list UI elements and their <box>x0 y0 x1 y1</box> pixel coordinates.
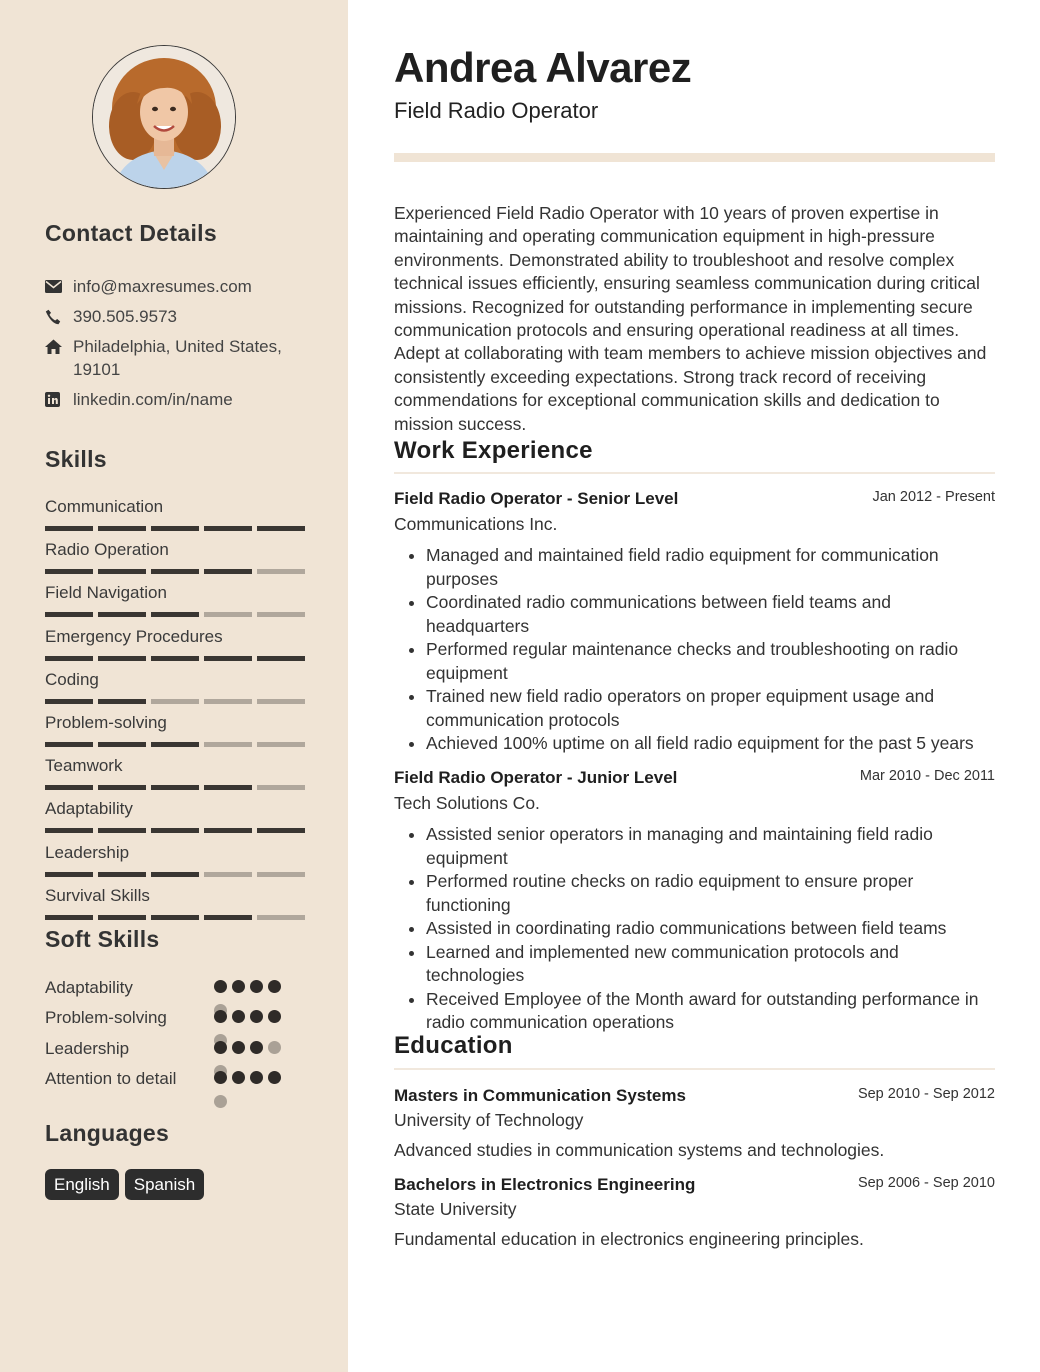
skill-label: Communication <box>45 497 164 516</box>
job-date: Jan 2012 - Present <box>872 489 995 505</box>
contact-heading: Contact Details <box>45 220 217 246</box>
main-content <box>348 0 1040 1372</box>
skill-level-segment <box>257 742 305 747</box>
skill-level-bar <box>45 742 305 747</box>
skill-level-segment <box>98 785 146 790</box>
job-bullet: • Trained new field radio operators on proper equipment usage and communication protocols <box>426 685 995 732</box>
skill-level-segment <box>45 569 93 574</box>
skill-label: Leadership <box>45 842 130 862</box>
soft-skill-dot <box>214 980 227 993</box>
language-pill: English <box>45 1169 119 1200</box>
header-divider <box>394 153 995 162</box>
skill-level-segment <box>151 612 199 617</box>
soft-skill-item <box>45 1067 305 1113</box>
skill-level-segment <box>45 872 93 877</box>
skill-level-bar <box>45 828 305 833</box>
skill-item <box>45 712 305 747</box>
soft-skill-dot <box>268 1041 281 1054</box>
email-text[interactable]: info@maxresumes.com <box>73 277 252 296</box>
job-title: Field Radio Operator - Junior Level <box>394 768 678 787</box>
job-bullet: • Coordinated radio communications between field teams and headquarters <box>426 591 995 638</box>
skill-item <box>45 798 305 833</box>
skill-level-segment <box>257 612 305 617</box>
skill-level-segment <box>151 742 199 747</box>
skill-label: Field Navigation <box>45 583 167 603</box>
job-entry <box>394 489 995 759</box>
job-company: Tech Solutions Co. <box>394 793 540 813</box>
sidebar <box>0 0 348 1372</box>
skill-level-segment <box>98 828 146 833</box>
skill-level-segment <box>257 785 305 790</box>
skill-label: Adaptability <box>45 799 133 819</box>
skill-label: Radio Operation <box>45 540 169 560</box>
skill-level-segment <box>98 526 146 531</box>
skill-level-segment <box>204 526 252 531</box>
skill-level-segment <box>151 526 199 531</box>
candidate-name: Andrea Alvarez <box>394 44 692 91</box>
skill-level-segment <box>257 569 305 574</box>
contact-list <box>45 275 315 418</box>
skill-level-segment <box>98 915 146 920</box>
education-entry <box>394 1175 995 1257</box>
skill-level-segment <box>257 828 305 833</box>
phone-icon <box>45 305 73 328</box>
envelope-icon <box>45 275 73 298</box>
skills-heading: Skills <box>45 446 107 472</box>
skill-level-bar <box>45 526 305 531</box>
skill-level-segment <box>204 872 252 877</box>
skill-item <box>45 842 305 877</box>
skill-label: Teamwork <box>45 756 123 776</box>
job-bullet: • Managed and maintained field radio equipment for communication purposes <box>426 544 995 591</box>
skill-level-bar <box>45 569 305 574</box>
skill-level-segment <box>257 872 305 877</box>
soft-skill-dot <box>232 1071 245 1084</box>
linkedin-text[interactable]: linkedin.com/in/name <box>73 390 233 409</box>
skill-level-segment <box>204 656 252 661</box>
languages-list <box>45 1169 204 1200</box>
skill-level-segment <box>257 526 305 531</box>
skill-level-segment <box>98 699 146 704</box>
job-bullets <box>394 544 995 756</box>
education-date: Sep 2006 - Sep 2010 <box>857 1175 995 1191</box>
skill-level-segment <box>98 569 146 574</box>
school-name: University of Technology <box>394 1110 584 1130</box>
languages-heading: Languages <box>45 1120 170 1146</box>
job-bullet: • Assisted senior operators in managing and maintaining field radio equipment <box>426 823 995 870</box>
skill-level-segment <box>45 828 93 833</box>
linkedin-icon <box>45 388 73 411</box>
soft-skill-label: Problem-solving <box>45 1008 167 1027</box>
degree-title: Bachelors in Electronics Engineering <box>394 1175 696 1194</box>
skill-level-segment <box>151 569 199 574</box>
summary-text: Experienced Field Radio Operator with 10 years of proven expertise in maintaining and operating communication equipment in high-pressure environments. Demonstrated ability to troubleshoot and resolve complex technical issues efficiently, ensuring seamless communication during critical missions. Recognized for outstanding performance in implementing secure communication protocols and ensuring operational readiness at all times. Adept at collaborating with team members to achieve mission objectives and consistently exceeding expectations. Strong track record of receiving commendations for exceptional communication skills and dedication to mission success. <box>394 203 987 434</box>
skill-level-segment <box>151 656 199 661</box>
skill-level-segment <box>204 785 252 790</box>
degree-title: Masters in Communication Systems <box>394 1086 686 1105</box>
job-entry <box>394 768 995 1038</box>
contact-linkedin <box>45 388 315 411</box>
soft-skill-dot <box>250 1010 263 1023</box>
skill-level-bar <box>45 612 305 617</box>
skill-label: Problem-solving <box>45 713 167 732</box>
skill-level-segment <box>45 526 93 531</box>
avatar <box>92 45 236 189</box>
skill-level-segment <box>45 742 93 747</box>
skill-level-segment <box>204 915 252 920</box>
soft-skill-dot <box>232 1010 245 1023</box>
job-company: Communications Inc. <box>394 514 558 534</box>
skill-level-segment <box>98 872 146 877</box>
skill-level-bar <box>45 785 305 790</box>
soft-skill-dot <box>214 1071 227 1084</box>
phone-text[interactable]: 390.505.9573 <box>73 307 177 326</box>
skill-level-segment <box>151 785 199 790</box>
language-pill: Spanish <box>125 1169 204 1200</box>
soft-skill-dot <box>232 980 245 993</box>
job-bullet: • Assisted in coordinating radio communications between field teams <box>426 917 995 941</box>
skill-level-segment <box>204 612 252 617</box>
avatar-photo-icon <box>93 46 235 188</box>
education-entry <box>394 1086 995 1168</box>
skill-item <box>45 496 305 531</box>
skill-level-segment <box>257 656 305 661</box>
skill-item <box>45 539 305 574</box>
skill-level-segment <box>45 785 93 790</box>
job-bullet: • Learned and implemented new communication protocols and technologies <box>426 941 995 988</box>
skill-level-bar <box>45 656 305 661</box>
job-date: Mar 2010 - Dec 2011 <box>859 768 995 784</box>
job-bullet: • Received Employee of the Month award for outstanding performance in radio communication operations <box>426 988 995 1035</box>
soft-skills-heading: Soft Skills <box>45 926 160 952</box>
skill-label: Survival Skills <box>45 885 150 905</box>
soft-skill-dot <box>268 1071 281 1084</box>
skill-label: Emergency Procedures <box>45 626 223 646</box>
job-bullet: • Achieved 100% uptime on all field radio equipment for the past 5 years <box>426 732 995 756</box>
soft-skill-dot <box>214 1010 227 1023</box>
skill-level-segment <box>45 612 93 617</box>
soft-skill-dot <box>250 980 263 993</box>
skill-level-segment <box>151 699 199 704</box>
job-bullet: • Performed regular maintenance checks and troubleshooting on radio equipment <box>426 638 995 685</box>
contact-address <box>45 335 315 381</box>
skill-level-segment <box>45 699 93 704</box>
skill-level-bar <box>45 915 305 920</box>
skill-label: Coding <box>45 669 99 689</box>
skill-item <box>45 885 305 920</box>
skill-item <box>45 582 305 617</box>
skill-level-segment <box>151 915 199 920</box>
education-description: Fundamental education in electronics engineering principles. <box>394 1229 864 1249</box>
soft-skill-dot <box>214 1095 227 1108</box>
job-bullet: • Performed routine checks on radio equipment to ensure proper functioning <box>426 870 995 917</box>
school-name: State University <box>394 1199 517 1219</box>
soft-skill-dot <box>214 1041 227 1054</box>
soft-skill-dot <box>268 1010 281 1023</box>
job-bullets <box>394 823 995 1035</box>
skill-level-bar <box>45 699 305 704</box>
skill-item <box>45 755 305 790</box>
contact-email <box>45 275 315 298</box>
skill-level-segment <box>204 569 252 574</box>
skill-item <box>45 669 305 704</box>
contact-phone <box>45 305 315 328</box>
soft-skill-dot <box>250 1041 263 1054</box>
address-text: Philadelphia, United States, 19101 <box>73 337 282 379</box>
work-divider <box>394 472 995 474</box>
skill-level-segment <box>257 699 305 704</box>
skill-level-segment <box>151 872 199 877</box>
skill-item <box>45 626 305 661</box>
skill-level-segment <box>98 612 146 617</box>
skill-level-segment <box>45 656 93 661</box>
skill-level-bar <box>45 872 305 877</box>
soft-skill-label: Adaptability <box>45 978 133 997</box>
skill-level-segment <box>204 828 252 833</box>
skill-level-segment <box>257 915 305 920</box>
work-heading: Work Experience <box>394 437 593 464</box>
soft-skill-dot <box>268 980 281 993</box>
soft-skill-dot <box>232 1041 245 1054</box>
home-icon <box>45 335 73 358</box>
skill-level-segment <box>45 915 93 920</box>
skill-level-segment <box>98 742 146 747</box>
soft-skill-label: Attention to detail <box>45 1069 177 1088</box>
skill-level-segment <box>151 828 199 833</box>
soft-skill-label: Leadership <box>45 1039 130 1058</box>
education-heading: Education <box>394 1032 513 1059</box>
education-divider <box>394 1068 995 1070</box>
education-date: Sep 2010 - Sep 2012 <box>857 1086 995 1102</box>
soft-skill-dot <box>250 1071 263 1084</box>
education-description: Advanced studies in communication systems and technologies. <box>394 1140 885 1160</box>
skill-level-segment <box>98 656 146 661</box>
candidate-title: Field Radio Operator <box>394 98 599 123</box>
skill-level-segment <box>204 742 252 747</box>
job-title: Field Radio Operator - Senior Level <box>394 489 679 508</box>
skill-level-segment <box>204 699 252 704</box>
